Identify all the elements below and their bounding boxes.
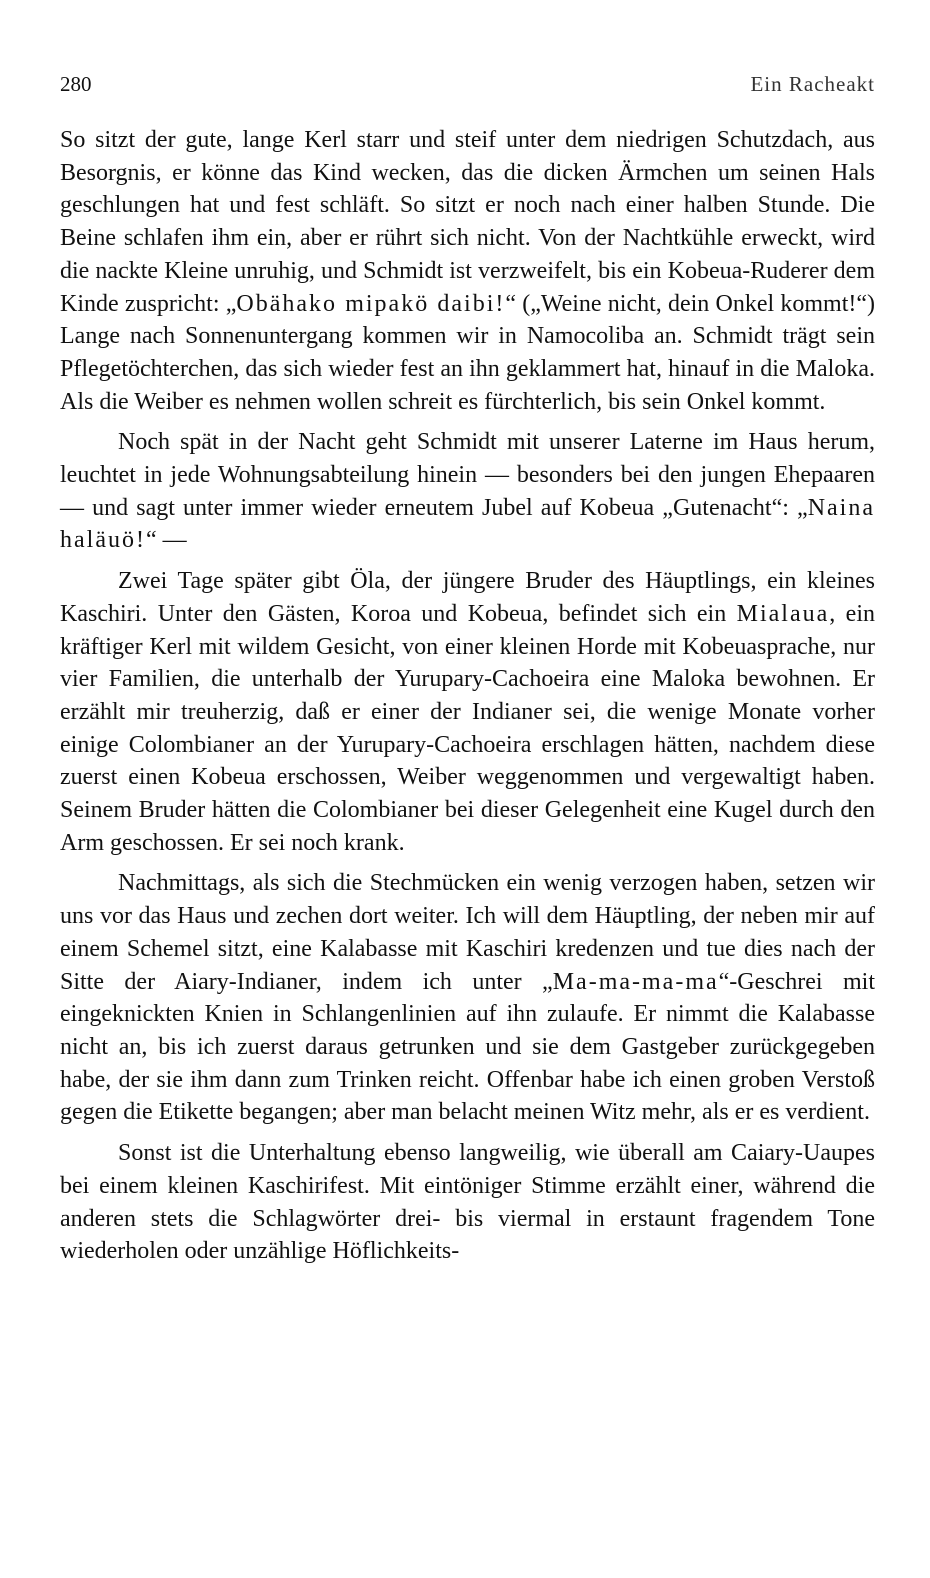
text-run: “ —: [145, 527, 187, 554]
running-head: [60, 70, 875, 124]
paragraph-4: [60, 867, 875, 1129]
text-run-spaced: Naina haläuö!: [60, 494, 875, 554]
text-run: , ein kräftiger Kerl mit wildem Gesicht, von einer kleinen Horde mit Kobeuasprache, nur vier Familien, die unterhalb der Yurupary-Cachoeira eine Maloka bewohnen. Er erzählt mir treuherzig, daß er einer der Indianer sei, die wenige Monate vorher einige Colombianer an der Yurupary-Cachoeira erschlagen hätten, nachdem diese zuerst einen Kobeua erschossen, Weiber weggenommen und vergewaltigt haben. Seinem Bruder hätten die Colombianer bei dieser Gelegenheit eine Kugel durch den Arm geschossen. Er sei noch krank.: [60, 600, 875, 856]
text-run: “ („Weine nicht, dein Onkel kommt!“) Lange nach Sonnenuntergang kommen wir in Namocoliba an. Schmidt trägt sein Pflegetöchterchen, das sich wieder fest an ihn geklammert hat, hinauf in die Maloka. Als die Weiber es nehmen wollen schreit es fürchterlich, bis sein Onkel kommt.: [60, 290, 875, 415]
text-run: Zwei Tage später gibt Öla, der jüngere Bruder des Häuptlings, ein kleines Kaschiri. Unter den Gästen, Koroa und Kobeua, befindet sich ein: [60, 568, 875, 627]
book-page: [60, 70, 875, 1276]
text-run: Noch spät in der Nacht geht Schmidt mit unserer Laterne im Haus herum, leuchtet in jede Wohnungsabteilung hinein — besonders bei den jungen Ehepaaren — und sagt unter immer wieder erneutem Jubel auf Kobeua „Gutenacht“: „: [60, 429, 875, 521]
paragraph-1: [60, 124, 875, 418]
text-run: Sonst ist die Unterhaltung ebenso langweilig, wie überall am Caiary-Uaupes bei einem kleinen Kaschirifest. Mit eintöniger Stimme erzählt einer, während die anderen stets die Schlagwörter drei- bis viermal in erstaunt fragendem Tone wiederholen oder unzählige Höflichkeits-: [60, 1140, 875, 1265]
running-title: Ein Racheakt: [750, 72, 875, 96]
text-run: So sitzt der gute, lange Kerl starr und steif unter dem niedrigen Schutzdach, aus Besorgnis, er könne das Kind wecken, das die dicken Ärmchen um seinen Hals geschlungen hat und fest schläft. So sitzt er noch nach einer halben Stunde. Die Beine schlafen ihm ein, aber er rührt sich nicht. Von der Nachtkühle erweckt, wird die nackte Kleine unruhig, und Schmidt ist verzweifelt, bis ein Kobeua-Ruderer dem Kinde zuspricht: „: [60, 127, 875, 317]
text-run-spaced: Mialaua: [736, 600, 830, 627]
text-run: Nachmittags, als sich die Stechmücken ein wenig verzogen haben, setzen wir uns vor das Haus und zechen dort weiter. Ich will dem Häuptling, der neben mir auf einem Schemel sitzt, eine Kalabasse mit Kaschiri kredenzen und tue dies nach der Sitte der Aiary-Indianer, indem ich unter „: [60, 870, 875, 995]
paragraph-2: [60, 426, 875, 557]
text-run: “-Geschrei mit eingeknickten Knien in Schlangenlinien auf ihn zulaufe. Er nimmt die Kalabasse nicht an, bis ich zuerst daraus getrunken und sie dem Gastgeber zurückgegeben habe, der sie ihm dann zum Trinken reicht. Offenbar habe ich einen groben Verstoß gegen die Etikette begangen; aber man belacht meinen Witz mehr, als er es verdient.: [60, 968, 876, 1126]
page-number: 280: [60, 72, 92, 96]
paragraph-5: [60, 1137, 875, 1268]
text-run-spaced: Obähako mipakö daibi!: [236, 290, 506, 317]
paragraph-3: [60, 565, 875, 859]
body-text: [60, 124, 875, 1268]
text-run-spaced: Ma-ma-ma-ma: [552, 968, 719, 995]
